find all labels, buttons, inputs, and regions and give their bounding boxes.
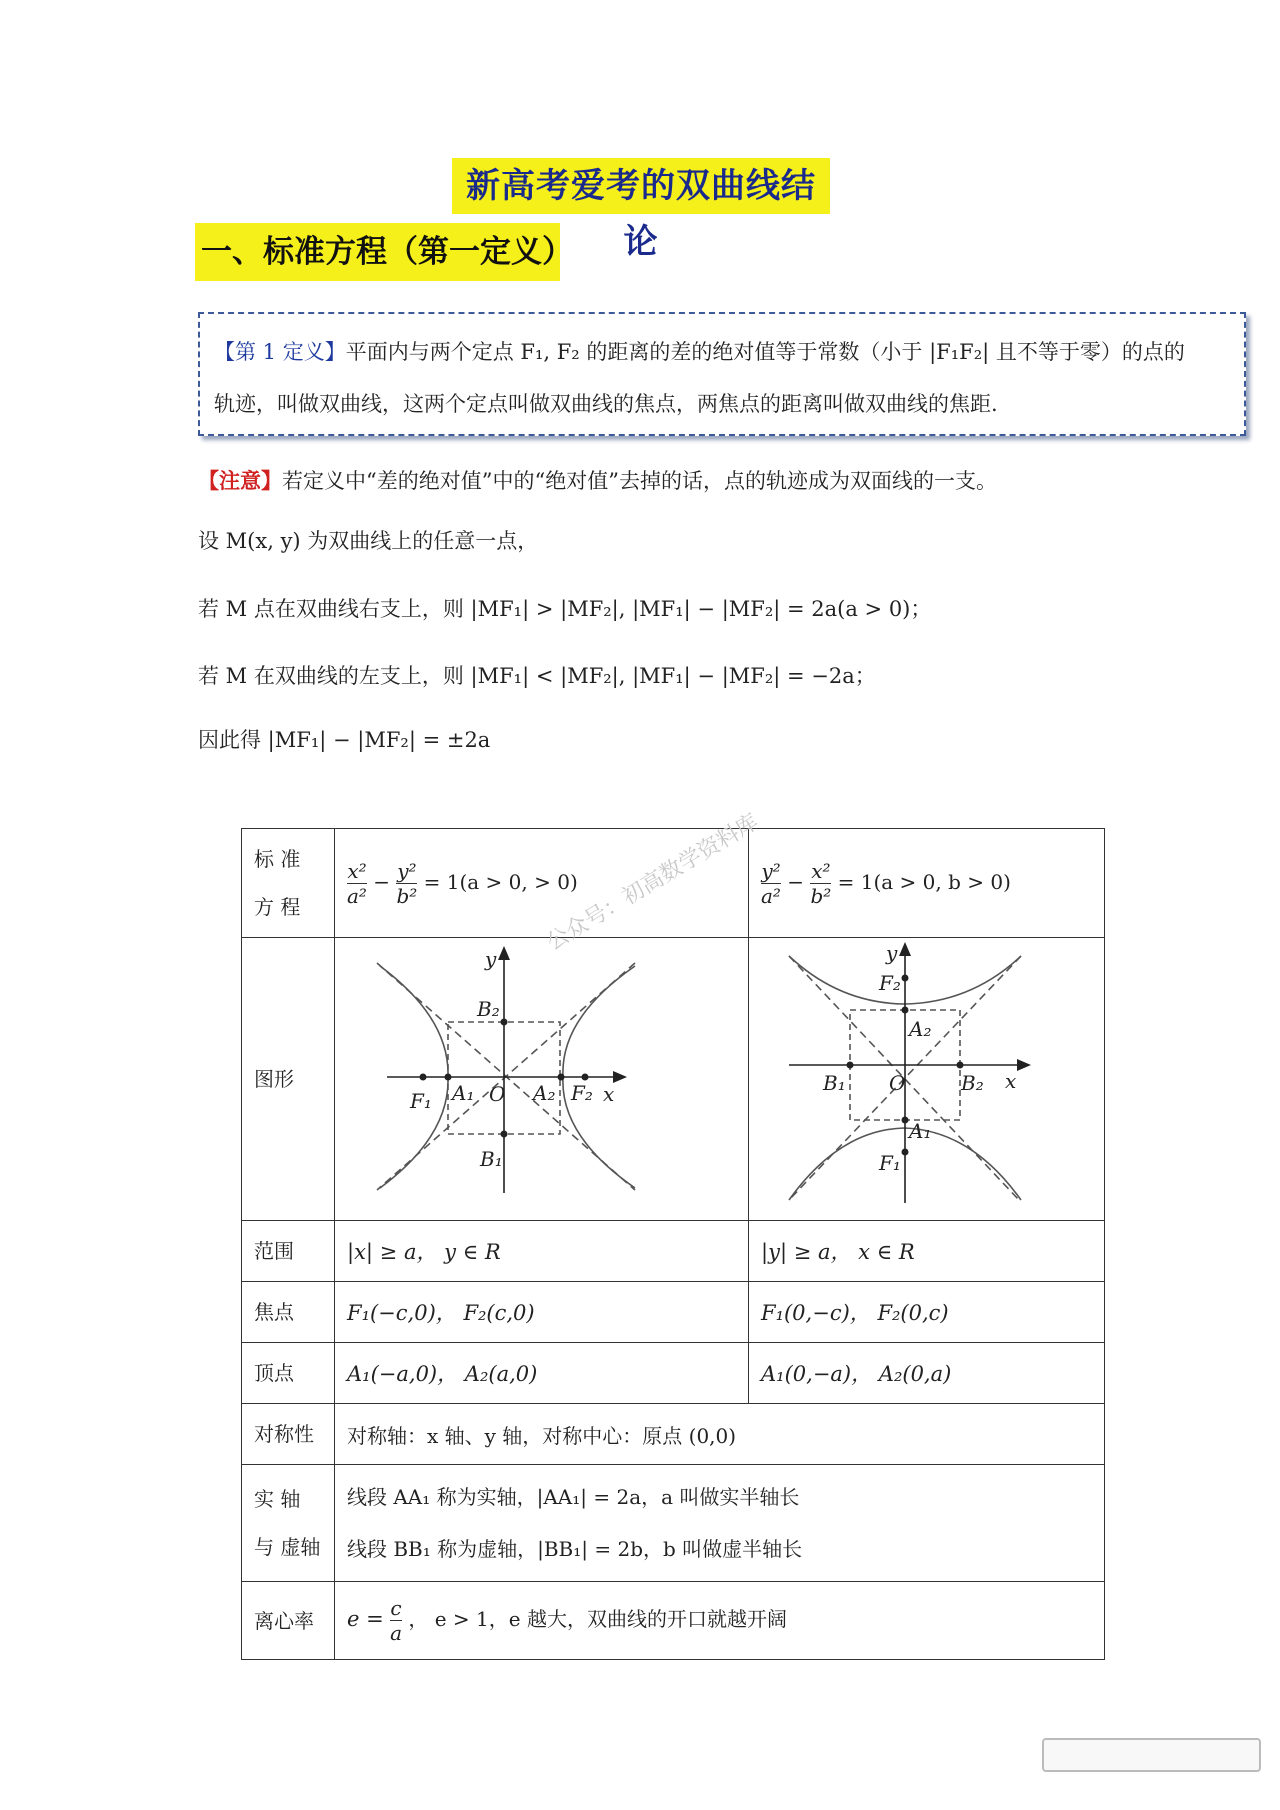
point-A2: [558, 1074, 565, 1081]
frac-num: y²: [397, 858, 417, 883]
vertex-2: A₁(0,−a)， A₂(0,a): [749, 1343, 1105, 1404]
label-B1: B₁: [823, 1071, 846, 1095]
label-x: x: [1005, 1069, 1017, 1093]
graph-cell-2: [749, 938, 1105, 1221]
note: [198, 465, 997, 495]
imaginary-axis: 线段 BB₁ 称为虚轴，|BB₁| = 2b，b 叫做虚半轴长: [347, 1537, 803, 1561]
focus-1: F₁(−c,0)， F₂(c,0): [335, 1282, 749, 1343]
hyperbola-table: [241, 828, 1105, 1660]
frac-y2-a2: [761, 859, 781, 908]
point-A1: [902, 1117, 909, 1124]
equation-2: $\frac{\text{y²}}{\text{a²}}$ − $\frac{\text{x²}}{\text{b²}}$ = 1(a > 0, b > 0): [749, 829, 1105, 938]
label-F1: F₁: [410, 1089, 432, 1113]
axes-cell: [335, 1465, 1105, 1582]
page-title: 新高考爱考的双曲线结论: [452, 158, 830, 214]
point-B1: [501, 1131, 508, 1138]
range-1: |x| ≥ a， y ∈ R: [335, 1221, 749, 1282]
point-F2: [902, 975, 909, 982]
frac-num: c: [390, 1596, 402, 1620]
point-A2: [902, 1007, 909, 1014]
label-F2: F₂: [879, 971, 901, 995]
label-O: O: [489, 1082, 506, 1106]
eccentricity: [335, 1582, 1105, 1660]
frac-den: b²: [396, 883, 418, 908]
header-range: 范围: [242, 1221, 335, 1282]
header-axes: 实 轴 与 虚轴: [242, 1465, 335, 1582]
header-focus: 焦点: [242, 1282, 335, 1343]
x-arrow-icon: [1017, 1059, 1031, 1071]
frac-x2-a2: [347, 859, 367, 908]
label-A1: A₁: [452, 1081, 475, 1105]
label-y: y: [485, 947, 497, 971]
frac-y2-b2: [396, 859, 417, 908]
text-line-4: 因此得 |MF₁| − |MF₂| = ±2a: [198, 728, 491, 752]
x-arrow-icon: [613, 1071, 627, 1083]
frac-num: x²: [347, 858, 367, 883]
definition-box: [198, 312, 1246, 436]
point-F2: [582, 1074, 589, 1081]
point-F1: [902, 1149, 909, 1156]
y-arrow-icon: [498, 946, 510, 960]
point-A1: [445, 1074, 452, 1081]
ecc-text: ， e > 1，e 越大，双曲线的开口就越开阔: [408, 1607, 787, 1631]
real-axis: 线段 AA₁ 称为实轴，|AA₁| = 2a，a 叫做实半轴长: [347, 1485, 800, 1509]
frac-num: x²: [811, 858, 831, 883]
note-label: 【注意】: [198, 468, 282, 493]
label-F2: F₂: [571, 1081, 593, 1105]
label-A2: A₂: [909, 1017, 932, 1041]
focus-2: F₁(0,−c)， F₂(0,c): [749, 1282, 1105, 1343]
text-line-3: 若 M 在双曲线的左支上，则 |MF₁| < |MF₂|, |MF₁| − |MF₂| = −2a；: [198, 664, 876, 688]
header-eccentricity: 离心率: [242, 1582, 335, 1660]
header-vertex: 顶点: [242, 1343, 335, 1404]
definition-text-2: 轨迹，叫做双曲线，这两个定点叫做双曲线的焦点，两焦点的距离叫做双曲线的焦距.: [214, 392, 998, 416]
label-A1: A₁: [909, 1119, 932, 1143]
hyperbola-horizontal-figure: [335, 938, 730, 1220]
header-equation: 标 准 方 程: [242, 829, 335, 938]
range-2: |y| ≥ a， x ∈ R: [749, 1221, 1105, 1282]
point-B1: [847, 1062, 854, 1069]
label-O: O: [889, 1071, 906, 1095]
label-x: x: [603, 1082, 615, 1106]
watermark: 公众号：初高数学资料库: [542, 809, 763, 956]
definition-label: 【第 1 定义】: [214, 340, 346, 364]
graph-cell-1: [335, 938, 749, 1221]
header-symmetry: 对称性: [242, 1404, 335, 1465]
scan-blank-box: [1042, 1738, 1261, 1772]
label-B2: B₂: [477, 997, 500, 1021]
frac-x2-b2: [810, 859, 831, 908]
frac-den: a²: [347, 883, 367, 908]
frac-den: b²: [810, 883, 832, 908]
equation-1-rest: = 1(a > 0, > 0): [423, 869, 578, 894]
label-B2: B₂: [961, 1071, 984, 1095]
label-A2: A₂: [533, 1081, 556, 1105]
definition-text-1: 平面内与两个定点 F₁, F₂ 的距离的差的绝对值等于常数（小于 |F₁F₂| 且不等于零）的点的: [345, 340, 1185, 364]
equation-1: $\frac{\text{x²}}{\text{a²}}$ − $\frac{\text{y²}}{\text{b²}}$ = 1(a > 0, > 0): [335, 829, 749, 938]
label-y: y: [886, 941, 898, 965]
hyperbola-vertical-figure: [749, 938, 1104, 1220]
text-line-1: 设 M(x, y) 为双曲线上的任意一点，: [198, 529, 539, 553]
label-B1: B₁: [480, 1147, 503, 1171]
ecc-lhs: e =: [347, 1607, 384, 1631]
vertex-1: A₁(−a,0)， A₂(a,0): [335, 1343, 749, 1404]
frac-c-a: [390, 1596, 402, 1645]
frac-num: y²: [761, 858, 781, 883]
note-text: 若定义中“差的绝对值”中的“绝对值”去掉的话，点的轨迹成为双面线的一支。: [282, 469, 997, 493]
frac-den: a: [390, 1621, 402, 1645]
point-B2: [501, 1019, 508, 1026]
equation-2-rest: = 1(a > 0, b > 0): [837, 869, 1011, 894]
frac-den: a²: [761, 883, 781, 908]
text-line-2: 若 M 点在双曲线右支上，则 |MF₁| > |MF₂|, |MF₁| − |MF₂| = 2a(a > 0)；: [198, 597, 932, 621]
definition-line-1: [214, 326, 1230, 378]
label-F1: F₁: [879, 1151, 901, 1175]
header-graph: 图形: [242, 938, 335, 1221]
point-B2: [957, 1062, 964, 1069]
section-heading: 一、标准方程（第一定义）: [195, 223, 560, 281]
symmetry: 对称轴：x 轴、y 轴，对称中心：原点 (0,0): [335, 1404, 1105, 1465]
y-arrow-icon: [899, 942, 911, 956]
point-F1: [420, 1074, 427, 1081]
